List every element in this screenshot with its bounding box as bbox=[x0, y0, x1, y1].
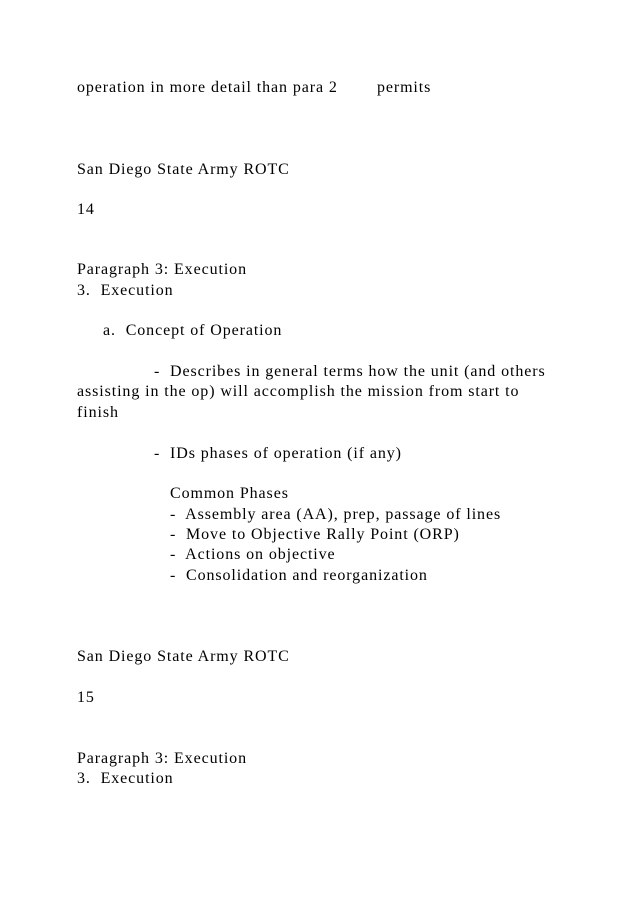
bullet-ids-phases: - IDs phases of operation (if any) bbox=[154, 445, 402, 462]
bullet-describes: - Describes in general terms how the unit (and others bbox=[154, 363, 546, 380]
body-text-line: operation in more detail than para 2 permits bbox=[77, 79, 432, 96]
concept-heading: a. Concept of Operation bbox=[103, 322, 283, 339]
page-number: 14 bbox=[77, 201, 95, 218]
footer-organization: San Diego State Army ROTC bbox=[77, 161, 290, 178]
section-heading: Paragraph 3: Execution bbox=[77, 261, 247, 278]
common-phases-heading: Common Phases bbox=[170, 485, 289, 502]
section-subheading: 3. Execution bbox=[77, 282, 174, 299]
bullet-describes-cont: finish bbox=[77, 404, 119, 421]
phase-item: - Move to Objective Rally Point (ORP) bbox=[170, 526, 460, 543]
phase-item: - Consolidation and reorganization bbox=[170, 567, 428, 584]
page-number: 15 bbox=[77, 689, 95, 706]
phase-item: - Assembly area (AA), prep, passage of lines bbox=[170, 506, 502, 523]
footer-organization: San Diego State Army ROTC bbox=[77, 648, 290, 665]
section-heading: Paragraph 3: Execution bbox=[77, 750, 247, 767]
section-subheading: 3. Execution bbox=[77, 770, 174, 787]
bullet-describes-cont: assisting in the op) will accomplish the mission from start to bbox=[77, 383, 520, 400]
phase-item: - Actions on objective bbox=[170, 546, 336, 563]
